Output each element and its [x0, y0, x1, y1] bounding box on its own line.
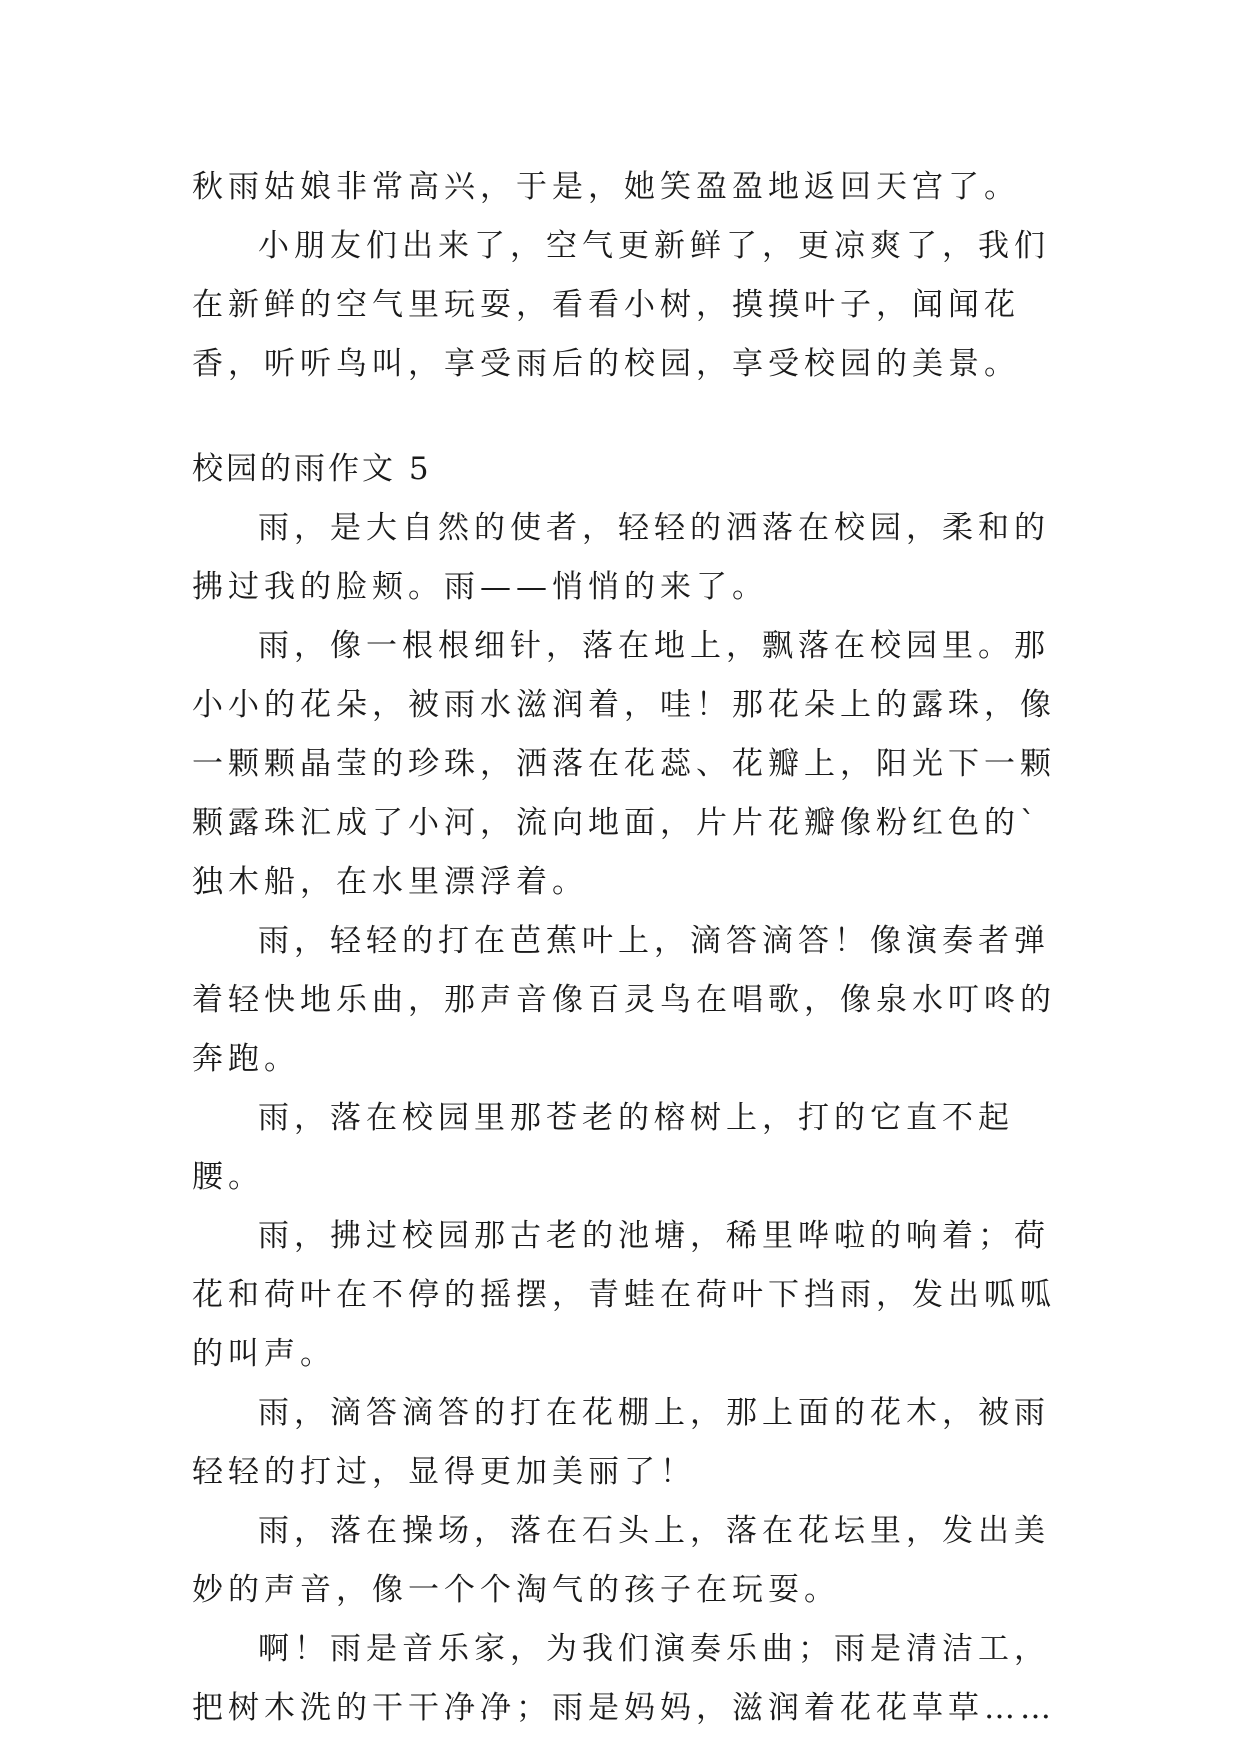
paragraph-6: 雨，滴答滴答的打在花棚上，那上面的花木，被雨轻轻的打过，显得更加美丽了！: [192, 1395, 1050, 1490]
paragraph-2: 雨，像一根根细针，落在地上，飘落在校园里。那小小的花朵，被雨水滋润着，哇！那花朵上的露珠，像一颗颗晶莹的珍珠，洒落在花蕊、花瓣上，阳光下一颗颗露珠汇成了小河，流向地面，片片花瓣像粉红色的`独木船，在水里漂浮着。: [192, 628, 1056, 900]
paragraph-4: 雨，落在校园里那苍老的榕树上，打的它直不起腰。: [192, 1100, 1014, 1195]
paragraph-prev-1: 秋雨姑娘非常高兴，于是，她笑盈盈地返回天宫了。: [192, 169, 1020, 205]
paragraph-7: 雨，落在操场，落在石头上，落在花坛里，发出美妙的声音，像一个个淘气的孩子在玩耍。: [192, 1513, 1050, 1608]
document-body: [192, 158, 1072, 1738]
paragraph-prev-2: 小朋友们出来了，空气更新鲜了，更凉爽了，我们在新鲜的空气里玩耍，看看小树，摸摸叶子，闻闻花香，听听鸟叫，享受雨后的校园，享受校园的美景。: [192, 228, 1050, 382]
section-title: 校园的雨作文 5: [192, 451, 432, 487]
paragraph-8: 啊！雨是音乐家，为我们演奏乐曲；雨是清洁工，把树木洗的干干净净；雨是妈妈，滋润着花花草草……: [192, 1631, 1056, 1726]
paragraph-3: 雨，轻轻的打在芭蕉叶上，滴答滴答！像演奏者弹着轻快地乐曲，那声音像百灵鸟在唱歌，像泉水叮咚的奔跑。: [192, 923, 1056, 1077]
paragraph-1: 雨，是大自然的使者，轻轻的洒落在校园，柔和的拂过我的脸颊。雨——悄悄的来了。: [192, 510, 1050, 605]
paragraph-5: 雨，拂过校园那古老的池塘，稀里哗啦的响着；荷花和荷叶在不停的摇摆，青蛙在荷叶下挡雨，发出呱呱的叫声。: [192, 1218, 1056, 1372]
